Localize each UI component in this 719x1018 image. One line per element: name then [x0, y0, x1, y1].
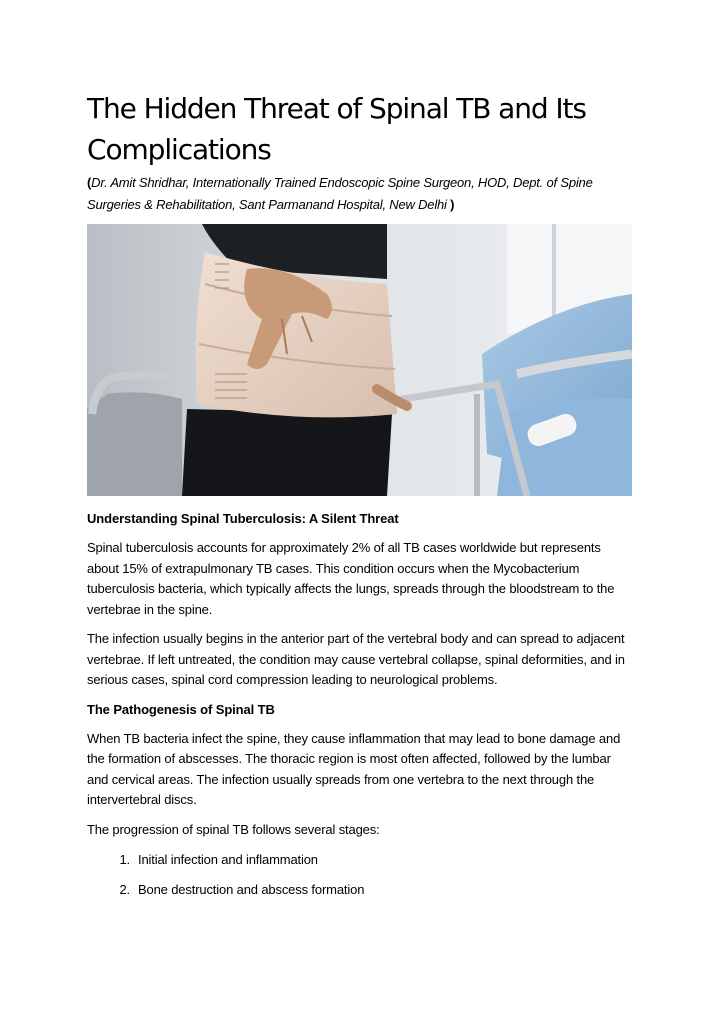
- list-item: [87, 880, 632, 900]
- list-item-text: Bone destruction and abscess formation: [138, 882, 365, 897]
- byline-close-paren: ): [450, 197, 455, 212]
- list-item-number: 1.: [119, 852, 130, 867]
- list-item-number: 2.: [119, 882, 130, 897]
- section-heading-pathogenesis: The Pathogenesis of Spinal TB: [87, 701, 275, 717]
- article-title: The Hidden Threat of Spinal TB and Its Complications: [87, 92, 586, 166]
- section-heading-understanding: Understanding Spinal Tuberculosis: A Silent Threat: [87, 511, 399, 526]
- list-item-text: Initial infection and inflammation: [138, 852, 318, 867]
- paragraph: When TB bacteria infect the spine, they cause inflammation that may lead to bone damage and the formation of abscesses. The thoracic region is most often affected, followed by the lumbar and cervical areas. The infection usually spreads from one vertebra to the next through the intervertebral discs.: [87, 730, 621, 807]
- stages-list: [87, 850, 632, 900]
- byline: [87, 172, 632, 216]
- byline-open-paren: (: [87, 175, 92, 190]
- paragraph: The progression of spinal TB follows several stages:: [87, 821, 380, 837]
- paragraph: Spinal tuberculosis accounts for approximately 2% of all TB cases worldwide but represents about 15% of extrapulmonary TB cases. This condition occurs when the Mycobacterium tuberculosis bacteria, which typically affects the lungs, spreads through the bloodstream to the vertebrae in the spine.: [87, 540, 615, 617]
- paragraph: The infection usually begins in the anterior part of the vertebral body and can spread to adjacent vertebrae. If left untreated, the condition may cause vertebral collapse, spinal deformities, and in serious cases, spinal cord compression leading to neurological problems.: [87, 631, 625, 687]
- back-brace-photo-icon: [87, 224, 632, 496]
- list-item: [87, 850, 632, 870]
- byline-text: Dr. Amit Shridhar, Internationally Trained Endoscopic Spine Surgeon, HOD, Dept. of Spine Surgeries & Rehabilitation, Sant Parmanand Hospital, New Delhi: [87, 175, 593, 212]
- article: [87, 88, 632, 900]
- hero-image: [87, 224, 632, 496]
